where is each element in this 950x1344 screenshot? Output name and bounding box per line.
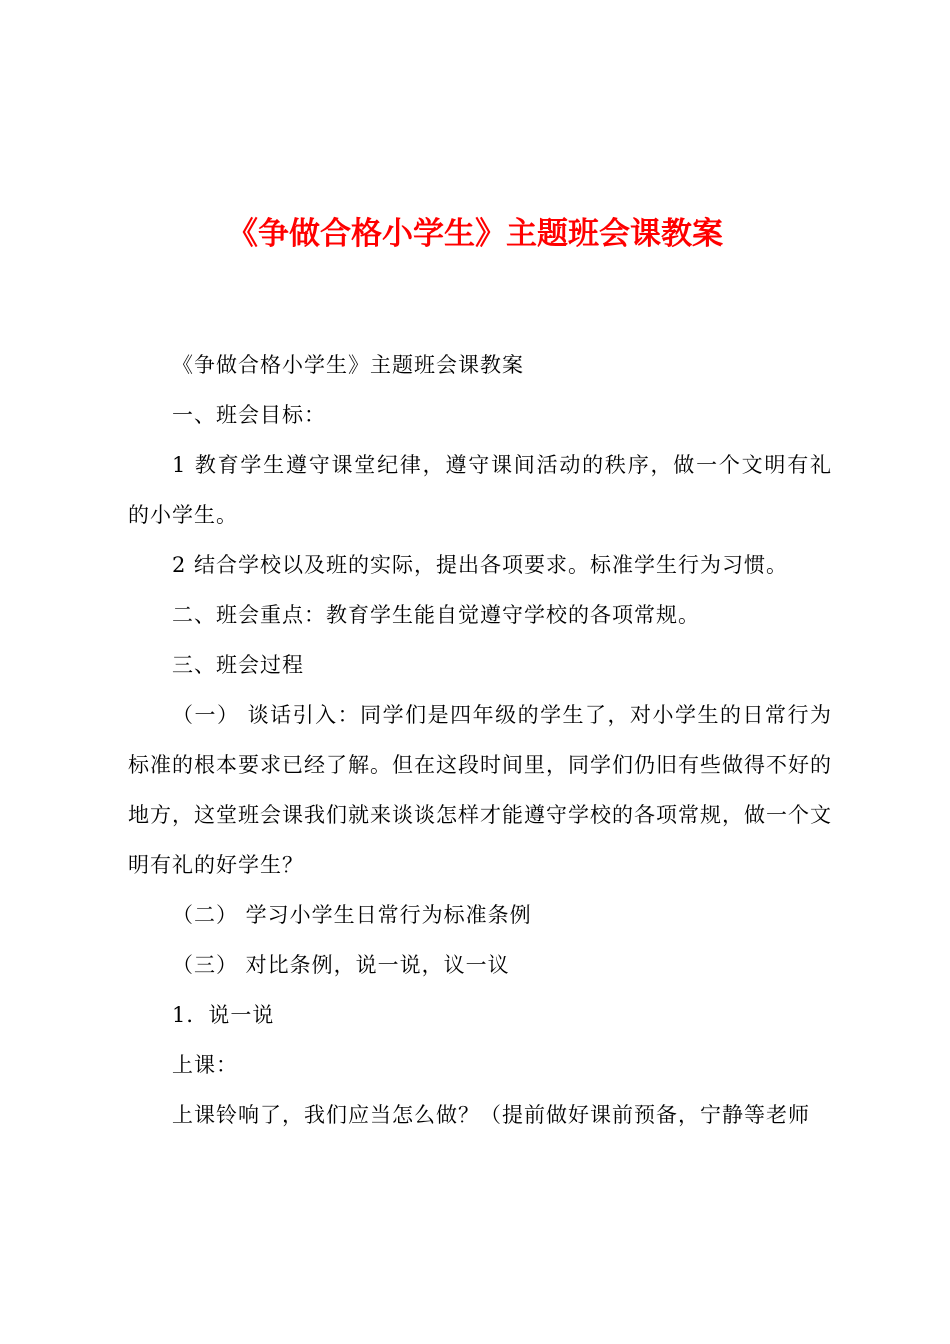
- paragraph-heading: 《争做合格小学生》主题班会课教案: [172, 353, 524, 377]
- document-body: [128, 340, 832, 1140]
- paragraph-process-heading: 三、班会过程: [172, 653, 304, 677]
- paragraph-focus: 二、班会重点：教育学生能自觉遵守学校的各项常规。: [172, 603, 700, 627]
- paragraph-compare: （三） 对比条例，说一说，议一议: [172, 953, 510, 977]
- paragraph-class-label: 上课：: [172, 1053, 238, 1077]
- paragraph-goal-2: 2 结合学校以及班的实际，提出各项要求。标准学生行为习惯。: [172, 553, 789, 577]
- paragraph-goals-heading: 一、班会目标：: [172, 403, 326, 427]
- paragraph-study: （二） 学习小学生日常行为标准条例: [172, 903, 532, 927]
- document-title: 《争做合格小学生》主题班会课教案: [227, 216, 723, 252]
- paragraph-bell: 上课铃响了，我们应当怎么做？（提前做好课前预备，宁静等老师: [172, 1103, 810, 1127]
- paragraph-intro: （一） 谈话引入：同学们是四年级的学生了，对小学生的日常行为标准的根本要求已经了解。但在这段时间里，同学们仍旧有些做得不好的地方，这堂班会课我们就来谈谈怎样才能遵守学校的各项常规，做一个文明有礼的好学生？: [128, 703, 832, 877]
- paragraph-goal-1: 1 教育学生遵守课堂纪律，遵守课间活动的秩序，做一个文明有礼的小学生。: [128, 453, 832, 527]
- paragraph-say: 1．说一说: [172, 1003, 275, 1027]
